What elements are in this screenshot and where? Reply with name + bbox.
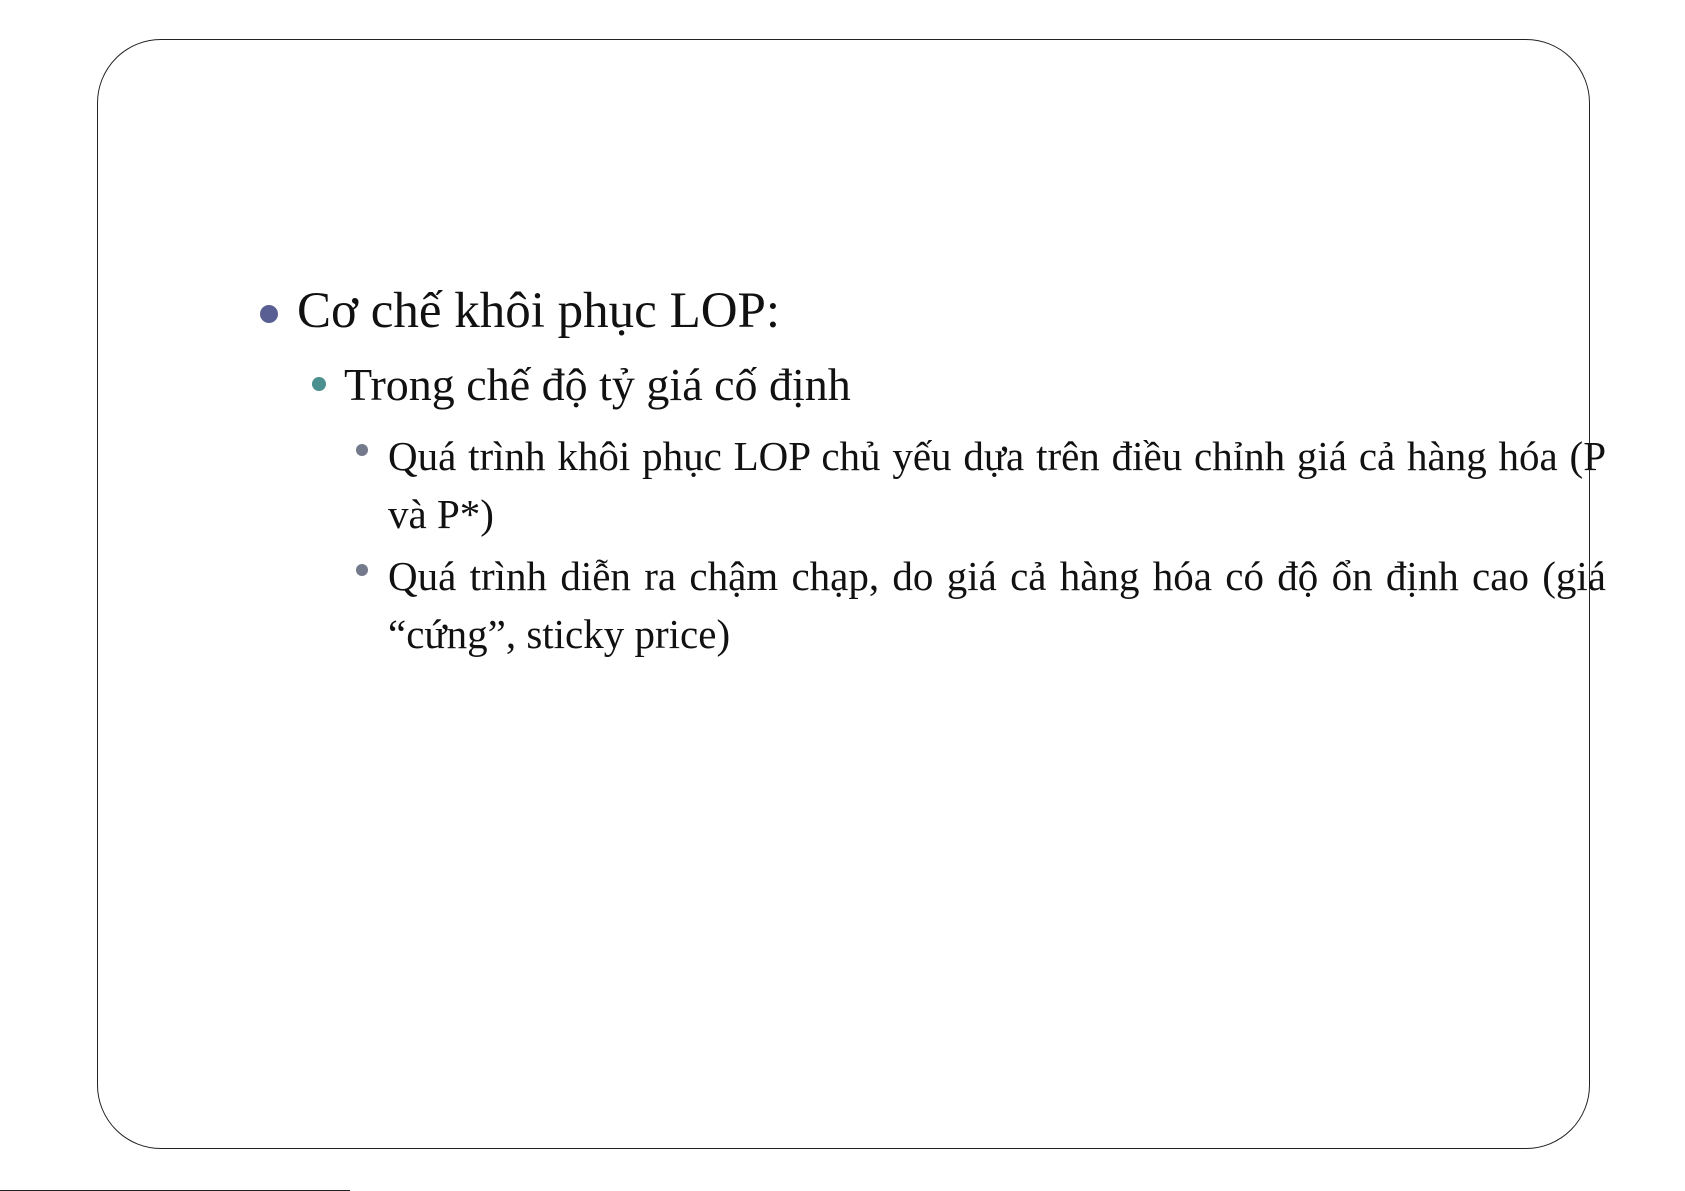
level2-bullet-icon — [312, 377, 326, 391]
point-2: Quá trình diễn ra chậm chạp, do giá cả hàng hóa có độ ổn định cao (giá “cứng”, sticky price) — [388, 553, 1606, 657]
point-1: Quá trình khôi phục LOP chủ yếu dựa trên điều chỉnh giá cả hàng hóa (P và P*) — [388, 433, 1606, 537]
slide-subheading: Trong chế độ tỷ giá cố định — [344, 359, 851, 410]
slide-content — [98, 40, 1606, 1148]
level3-bullet-icon — [356, 444, 368, 456]
slide-heading: Cơ chế khôi phục LOP: — [297, 283, 781, 339]
slide-frame — [97, 39, 1606, 1149]
level3-bullet-icon — [356, 564, 368, 576]
level1-bullet-icon — [260, 305, 278, 323]
